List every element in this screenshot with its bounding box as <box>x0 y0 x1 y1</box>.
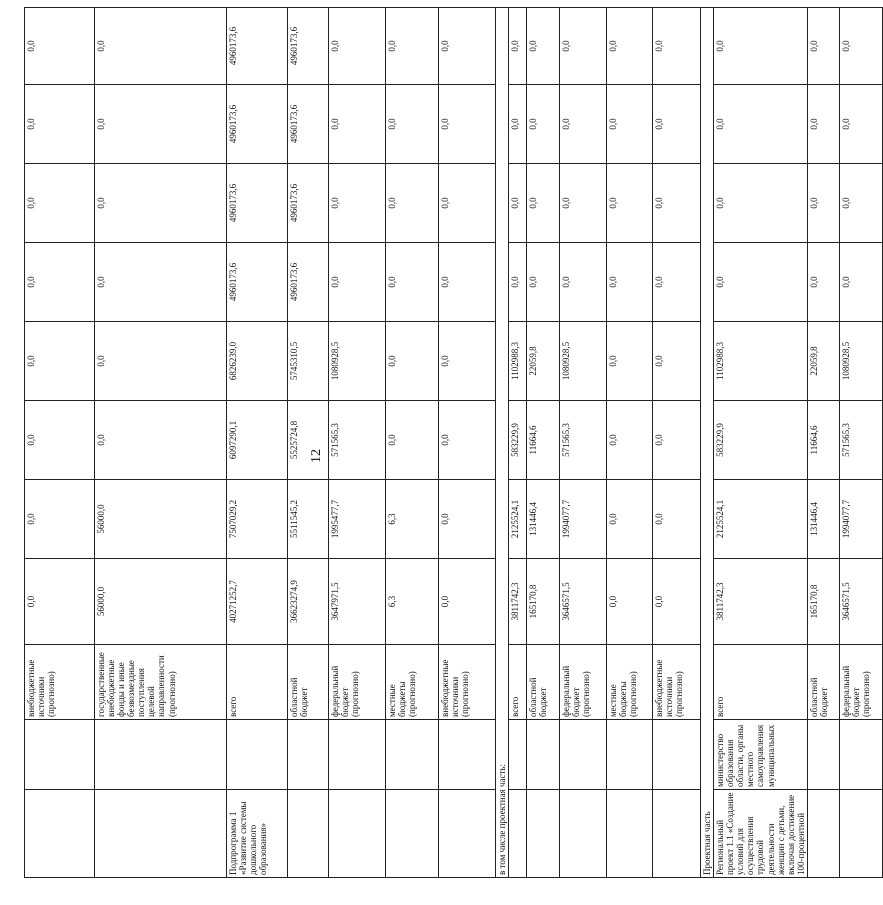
value-cell: 0,0 <box>439 559 496 645</box>
value-cell: 36623274,9 <box>288 559 329 645</box>
value-cell: 0,0 <box>509 8 527 85</box>
value-cell: 131446,4 <box>527 480 560 559</box>
executor-cell <box>839 720 882 790</box>
value-cell: 2125524,1 <box>509 480 527 559</box>
table-row <box>25 8 95 878</box>
table-row <box>607 8 653 878</box>
value-cell: 0,0 <box>95 164 227 243</box>
value-cell: 7507029,2 <box>227 480 288 559</box>
value-cell: 0,0 <box>25 401 95 480</box>
executor-cell <box>439 720 496 790</box>
value-cell: 5511545,2 <box>288 480 329 559</box>
value-cell: 0,0 <box>560 8 607 85</box>
source-cell: всего <box>714 645 808 720</box>
value-cell: 0,0 <box>607 85 653 164</box>
value-cell: 1994077,7 <box>560 480 607 559</box>
value-cell: 0,0 <box>839 85 882 164</box>
value-cell: 0,0 <box>25 322 95 401</box>
value-cell: 0,0 <box>653 401 701 480</box>
value-cell: 0,0 <box>25 85 95 164</box>
value-cell: 0,0 <box>839 243 882 322</box>
source-cell: федеральный бюджет (прогнозно) <box>839 645 882 720</box>
executor-cell <box>95 720 227 790</box>
row-title-cell <box>653 790 701 878</box>
value-cell: 1102988,3 <box>714 322 808 401</box>
value-cell: 22059,8 <box>807 322 839 401</box>
value-cell: 1080928,5 <box>560 322 607 401</box>
value-cell: 0,0 <box>386 401 439 480</box>
value-cell: 4960173,6 <box>227 243 288 322</box>
value-cell: 0,0 <box>329 243 386 322</box>
row-title-cell <box>509 790 527 878</box>
value-cell: 4960173,6 <box>227 85 288 164</box>
table-row <box>439 8 496 878</box>
value-cell: 0,0 <box>329 164 386 243</box>
row-title-cell <box>560 790 607 878</box>
value-cell: 3647971,5 <box>329 559 386 645</box>
executor-cell <box>25 720 95 790</box>
value-cell: 0,0 <box>439 243 496 322</box>
value-cell: 0,0 <box>386 322 439 401</box>
source-cell: государственные внебюджетные фонды и иные безвозмездные поступления целевой направленности (прогнозно) <box>95 645 227 720</box>
value-cell: 0,0 <box>439 164 496 243</box>
value-cell: 0,0 <box>607 480 653 559</box>
executor-cell <box>653 720 701 790</box>
source-cell: внебюджетные источники (прогнозно) <box>653 645 701 720</box>
value-cell: 0,0 <box>439 401 496 480</box>
value-cell: 5525724,8 <box>288 401 329 480</box>
value-cell: 0,0 <box>607 401 653 480</box>
value-cell: 3646571,5 <box>560 559 607 645</box>
value-cell: 6,3 <box>386 559 439 645</box>
value-cell: 0,0 <box>329 85 386 164</box>
table-row <box>527 8 560 878</box>
value-cell: 0,0 <box>509 85 527 164</box>
table-row <box>509 8 527 878</box>
row-title-cell: Региональный проект 1.1 «Создание условий для осуществления трудовой деятельности женщин с детьми, включая достижение 100-процентной <box>714 790 808 878</box>
value-cell: 0,0 <box>95 322 227 401</box>
table-row <box>560 8 607 878</box>
row-title-cell <box>607 790 653 878</box>
value-cell: 0,0 <box>25 8 95 85</box>
value-cell: 0,0 <box>653 480 701 559</box>
value-cell: 0,0 <box>25 559 95 645</box>
value-cell: 0,0 <box>439 8 496 85</box>
value-cell: 165170,8 <box>807 559 839 645</box>
source-cell: областной бюджет <box>288 645 329 720</box>
value-cell: 1995477,7 <box>329 480 386 559</box>
executor-cell <box>807 720 839 790</box>
value-cell: 4960173,6 <box>288 243 329 322</box>
table-row <box>227 8 288 878</box>
source-cell: федеральный бюджет (прогнозно) <box>329 645 386 720</box>
value-cell: 0,0 <box>807 164 839 243</box>
value-cell: 0,0 <box>527 85 560 164</box>
row-title-cell <box>25 790 95 878</box>
value-cell: 1080928,5 <box>329 322 386 401</box>
table-row <box>288 8 329 878</box>
value-cell: 4960173,6 <box>227 8 288 85</box>
source-cell: местные бюджеты (прогнозно) <box>607 645 653 720</box>
value-cell: 0,0 <box>607 8 653 85</box>
source-cell: внебюджетные источники (прогнозно) <box>25 645 95 720</box>
value-cell: 0,0 <box>807 8 839 85</box>
value-cell: 5745310,5 <box>288 322 329 401</box>
value-cell: 165170,8 <box>527 559 560 645</box>
value-cell: 0,0 <box>386 8 439 85</box>
value-cell: 0,0 <box>386 85 439 164</box>
value-cell: 571565,3 <box>560 401 607 480</box>
table-row <box>496 8 509 878</box>
value-cell: 22059,8 <box>527 322 560 401</box>
value-cell: 0,0 <box>439 85 496 164</box>
value-cell: 131446,4 <box>807 480 839 559</box>
source-cell: местные бюджеты (прогнозно) <box>386 645 439 720</box>
table-row <box>839 8 882 878</box>
value-cell: 0,0 <box>607 243 653 322</box>
value-cell: 0,0 <box>439 322 496 401</box>
row-title-cell <box>807 790 839 878</box>
value-cell: 4960173,6 <box>288 164 329 243</box>
row-title-cell <box>439 790 496 878</box>
value-cell: 3811742,3 <box>509 559 527 645</box>
value-cell: 0,0 <box>527 8 560 85</box>
table-row <box>807 8 839 878</box>
executor-cell <box>329 720 386 790</box>
table-row <box>95 8 227 878</box>
value-cell: 0,0 <box>807 85 839 164</box>
value-cell: 0,0 <box>386 243 439 322</box>
source-cell: областной бюджет <box>807 645 839 720</box>
table-row <box>653 8 701 878</box>
source-cell: федеральный бюджет (прогнозно) <box>560 645 607 720</box>
value-cell: 0,0 <box>653 322 701 401</box>
table-row <box>714 8 808 878</box>
table-row <box>329 8 386 878</box>
row-title-cell <box>288 790 329 878</box>
value-cell: 6097290,1 <box>227 401 288 480</box>
value-cell: 3646571,5 <box>839 559 882 645</box>
value-cell: 0,0 <box>653 85 701 164</box>
value-cell: 0,0 <box>560 243 607 322</box>
value-cell: 0,0 <box>653 243 701 322</box>
value-cell: 56000,0 <box>95 480 227 559</box>
value-cell: 0,0 <box>95 8 227 85</box>
value-cell: 0,0 <box>95 243 227 322</box>
value-cell: 1994077,7 <box>839 480 882 559</box>
value-cell: 0,0 <box>509 164 527 243</box>
value-cell: 2125524,1 <box>714 480 808 559</box>
value-cell: 571565,3 <box>329 401 386 480</box>
value-cell: 11664,6 <box>527 401 560 480</box>
value-cell: 56000,0 <box>95 559 227 645</box>
row-title-cell <box>95 790 227 878</box>
value-cell: 583229,9 <box>714 401 808 480</box>
value-cell: 0,0 <box>509 243 527 322</box>
value-cell: 0,0 <box>25 243 95 322</box>
row-title-cell <box>329 790 386 878</box>
value-cell: 0,0 <box>25 480 95 559</box>
value-cell: 6826239,0 <box>227 322 288 401</box>
value-cell: 0,0 <box>607 164 653 243</box>
value-cell: 0,0 <box>714 85 808 164</box>
value-cell: 0,0 <box>95 85 227 164</box>
value-cell: 0,0 <box>95 401 227 480</box>
value-cell: 583229,9 <box>509 401 527 480</box>
value-cell: 0,0 <box>714 164 808 243</box>
row-title-cell <box>386 790 439 878</box>
value-cell: 0,0 <box>807 243 839 322</box>
value-cell: 0,0 <box>527 164 560 243</box>
value-cell: 0,0 <box>714 8 808 85</box>
executor-cell <box>227 720 288 790</box>
section-label: в том числе проектная часть: <box>496 8 509 878</box>
value-cell: 1080928,5 <box>839 322 882 401</box>
table-body <box>25 8 883 878</box>
value-cell: 11664,6 <box>807 401 839 480</box>
value-cell: 0,0 <box>560 85 607 164</box>
value-cell: 0,0 <box>25 164 95 243</box>
source-cell: областной бюджет <box>527 645 560 720</box>
value-cell: 0,0 <box>329 8 386 85</box>
value-cell: 6,3 <box>386 480 439 559</box>
value-cell: 0,0 <box>653 164 701 243</box>
value-cell: 0,0 <box>653 8 701 85</box>
value-cell: 0,0 <box>386 164 439 243</box>
value-cell: 0,0 <box>607 559 653 645</box>
row-title-cell <box>839 790 882 878</box>
value-cell: 4960173,6 <box>288 85 329 164</box>
row-title-cell: Подпрограмма 1 «Развитие системы дошкольного образования» <box>227 790 288 878</box>
executor-cell <box>607 720 653 790</box>
executor-cell <box>288 720 329 790</box>
executor-cell <box>527 720 560 790</box>
value-cell: 0,0 <box>527 243 560 322</box>
value-cell: 0,0 <box>839 8 882 85</box>
value-cell: 0,0 <box>839 164 882 243</box>
page-number: 12 <box>309 449 324 463</box>
value-cell: 571565,3 <box>839 401 882 480</box>
value-cell: 3811742,3 <box>714 559 808 645</box>
source-cell: всего <box>227 645 288 720</box>
value-cell: 0,0 <box>560 164 607 243</box>
section-label: Проектная часть <box>701 8 714 878</box>
executor-cell <box>509 720 527 790</box>
executor-cell <box>386 720 439 790</box>
executor-cell: министерство образования области, органы местного самоуправления муниципальных <box>714 720 808 790</box>
source-cell: внебюджетные источники (прогнозно) <box>439 645 496 720</box>
table-row <box>386 8 439 878</box>
value-cell: 1102988,3 <box>509 322 527 401</box>
value-cell: 4960173,6 <box>227 164 288 243</box>
source-cell: всего <box>509 645 527 720</box>
value-cell: 0,0 <box>714 243 808 322</box>
value-cell: 0,0 <box>607 322 653 401</box>
value-cell: 40271252,7 <box>227 559 288 645</box>
value-cell: 0,0 <box>653 559 701 645</box>
value-cell: 4960173,6 <box>288 8 329 85</box>
value-cell: 0,0 <box>439 480 496 559</box>
financing-table <box>24 7 883 878</box>
executor-cell <box>560 720 607 790</box>
rotated-table-container <box>24 8 872 878</box>
row-title-cell <box>527 790 560 878</box>
table-row <box>701 8 714 878</box>
